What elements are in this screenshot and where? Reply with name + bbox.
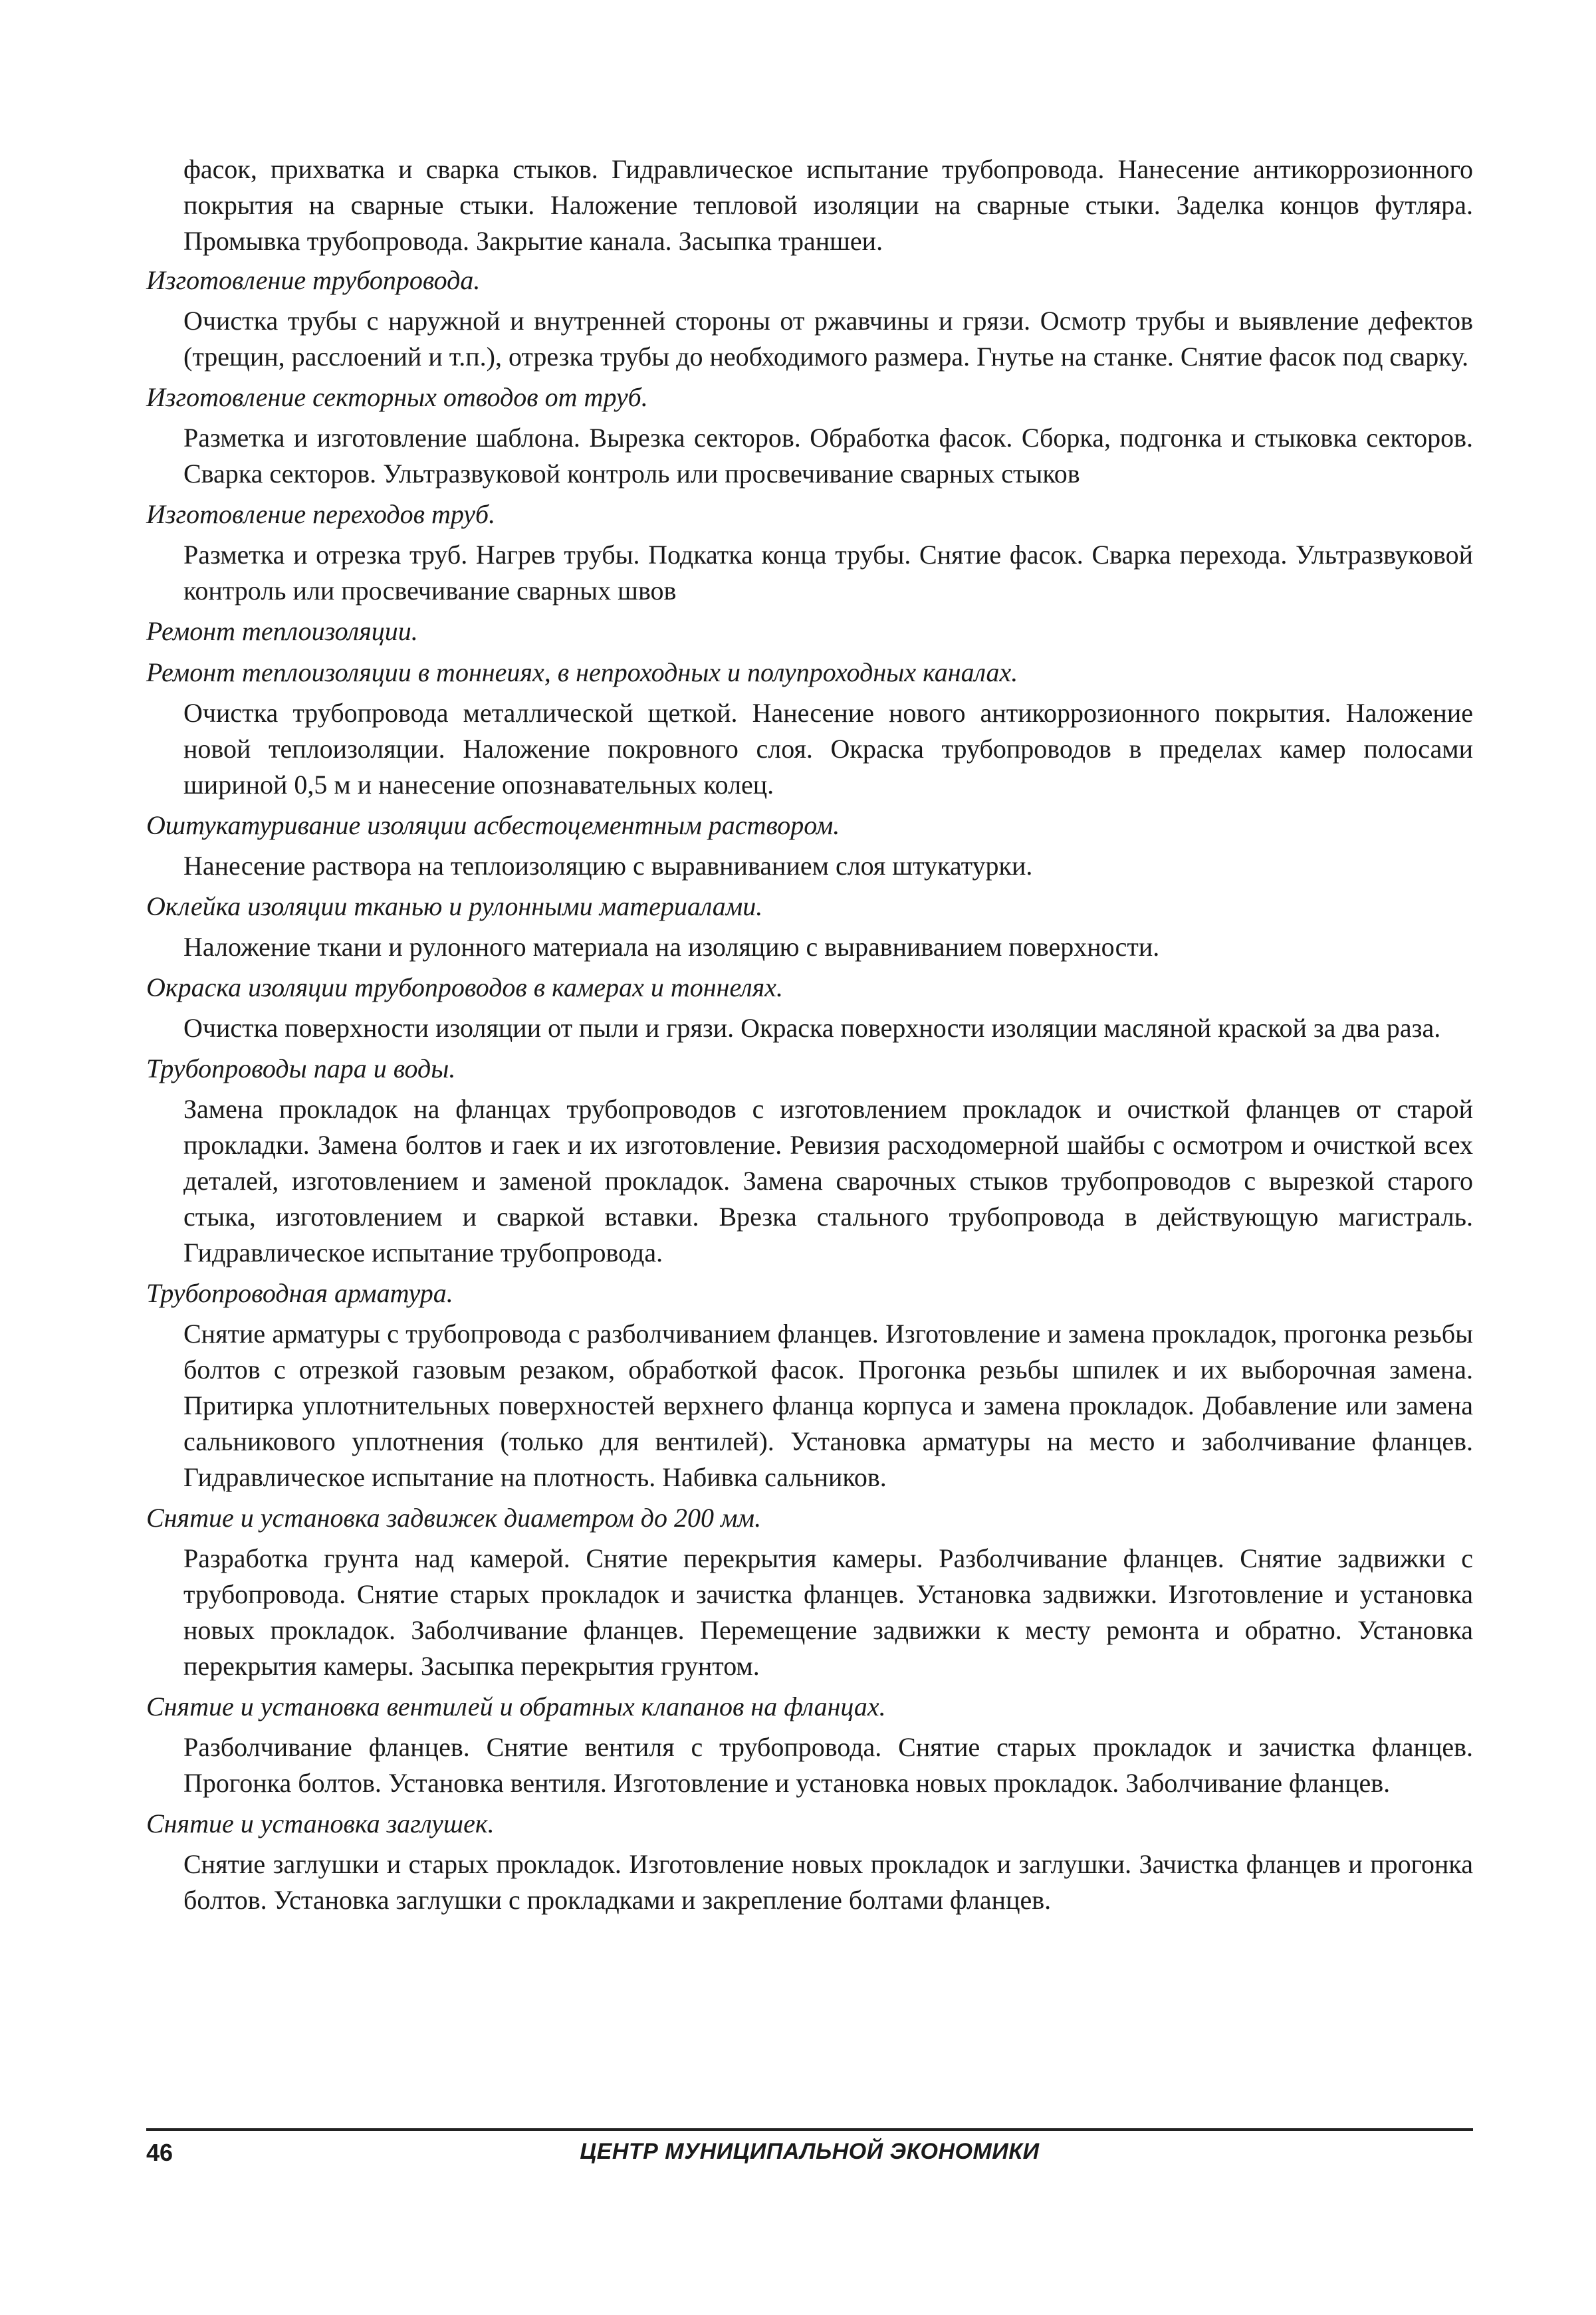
publisher-title: ЦЕНТР МУНИЦИПАЛЬНОЙ ЭКОНОМИКИ (580, 2139, 1040, 2164)
section-insulation-repair (146, 613, 1473, 650)
document-page (146, 152, 1473, 2212)
section-pipeline-fittings (146, 1275, 1473, 1495)
intro-paragraph: фасок, прихватка и сварка стыков. Гидравлическое испытание трубопровода. Нанесение антикоррозионного покрытия на сварные стыки. Наложение тепловой изоляции на сварные стыки. Заделка концов футляра. Промывка трубопровода. Закрытие канала. Засыпка траншеи. (183, 154, 1473, 256)
section-insulation-repair-channels (146, 654, 1473, 803)
page-number: 46 (146, 2139, 173, 2166)
section-heading: Изготовление секторных отводов от труб. (146, 382, 648, 412)
section-text: Очистка трубопровода металлической щеткой. Нанесение нового антикоррозионного покрытия. Наложение новой теплоизоляции. Наложение покровного слоя. Окраска трубопроводов в пределах камер полосами шириной 0,5 м и нанесение опознавательных колец. (183, 698, 1473, 800)
section-heading: Окраска изоляции трубопроводов в камерах и тоннелях. (146, 972, 784, 1002)
section-text: Разработка грунта над камерой. Снятие перекрытия камеры. Разболчивание фланцев. Снятие задвижки с трубопровода. Снятие старых прокладок и зачистка фланцев. Установка задвижки. Изготовление и установка новых прокладок. Заболчивание фланцев. Перемещение задвижки к месту ремонта и обратно. Установка перекрытия камеры. Засыпка перекрытия грунтом. (183, 1543, 1473, 1681)
section-heading: Ремонт теплоизоляции. (146, 616, 418, 646)
section-heading: Изготовление переходов труб. (146, 499, 496, 529)
section-heading: Трубопроводная арматура. (146, 1278, 453, 1308)
section-heading: Изготовление трубопровода. (146, 265, 481, 295)
section-heading: Оклейка изоляции тканью и рулонными материалами. (146, 891, 763, 921)
section-text: Снятие арматуры с трубопровода с разболчиванием фланцев. Изготовление и замена прокладок, прогонка резьбы болтов с отрезкой газовым резаком, обработкой фасок. Прогонка резьбы шпилек и их выборочная замена. Притирка уплотнительных поверхностей верхнего фланца корпуса и замена прокладок. Добавление или замена сальникового уплотнения (только для вентилей). Установка арматуры на место и заболчивание фланцев. Гидравлическое испытание на плотность. Набивка сальников. (183, 1319, 1473, 1492)
section-sector-bends (146, 379, 1473, 492)
section-text: Наложение ткани и рулонного материала на изоляцию с выравниванием поверхности. (183, 932, 1160, 962)
section-text: Очистка трубы с наружной и внутренней стороны от ржавчины и грязи. Осмотр трубы и выявление дефектов (трещин, расслоений и т.п.), отрезка трубы до необходимого размера. Гнутье на станке. Снятие фасок под сварку. (183, 306, 1473, 372)
section-check-valves (146, 1688, 1473, 1801)
section-gate-valves (146, 1499, 1473, 1684)
page-footer (146, 2128, 1473, 2177)
section-heading: Снятие и установка заглушек. (146, 1809, 495, 1838)
section-fabric-wrapping (146, 888, 1473, 965)
section-heading: Трубопроводы пара и воды. (146, 1053, 456, 1083)
section-heading: Ремонт теплоизоляции в тоннеиях, в непроходных и полупроходных каналах. (146, 657, 1018, 687)
section-heading: Снятие и установка задвижек диаметром до 200 мм. (146, 1503, 762, 1533)
section-pipe-reducers (146, 496, 1473, 609)
section-plastering (146, 807, 1473, 884)
section-heading: Оштукатуривание изоляции асбестоцементным раствором. (146, 810, 840, 840)
section-text: Разболчивание фланцев. Снятие вентиля с трубопровода. Снятие старых прокладок и зачистка фланцев. Прогонка болтов. Установка вентиля. Изготовление и установка новых прокладок. Заболчивание фланцев. (183, 1732, 1473, 1798)
section-blind-flanges (146, 1805, 1473, 1918)
section-text: Очистка поверхности изоляции от пыли и грязи. Окраска поверхности изоляции масляной краской за два раза. (183, 1013, 1441, 1043)
section-heading: Снятие и установка вентилей и обратных клапанов на фланцах. (146, 1692, 886, 1721)
section-text: Замена прокладок на фланцах трубопроводов с изготовлением прокладок и очисткой фланцев от старой прокладки. Замена болтов и гаек и их изготовление. Ревизия расходомерной шайбы с осмотром и очисткой всех деталей, изготовлением и заменой прокладок. Замена сварочных стыков трубопроводов с вырезкой старого стыка, изготовлением и сваркой вставки. Врезка стального трубопровода в действующую магистраль. Гидравлическое испытание трубопровода. (183, 1094, 1473, 1268)
section-text: Разметка и отрезка труб. Нагрев трубы. Подкатка конца трубы. Снятие фасок. Сварка перехода. Ультразвуковой контроль или просвечивание сварных швов (183, 540, 1473, 606)
section-text: Нанесение раствора на теплоизоляцию с выравниванием слоя штукатурки. (183, 851, 1033, 881)
section-text: Разметка и изготовление шаблона. Вырезка секторов. Обработка фасок. Сборка, подгонка и стыковка секторов. Сварка секторов. Ультразвуковой контроль или просвечивание сварных стыков (183, 423, 1473, 489)
section-text: Снятие заглушки и старых прокладок. Изготовление новых прокладок и заглушки. Зачистка фланцев и прогонка болтов. Установка заглушки с прокладками и закрепление болтами фланцев. (183, 1849, 1473, 1915)
section-pipeline-fabrication (146, 262, 1473, 375)
section-insulation-painting (146, 969, 1473, 1046)
section-steam-water-pipelines (146, 1050, 1473, 1271)
